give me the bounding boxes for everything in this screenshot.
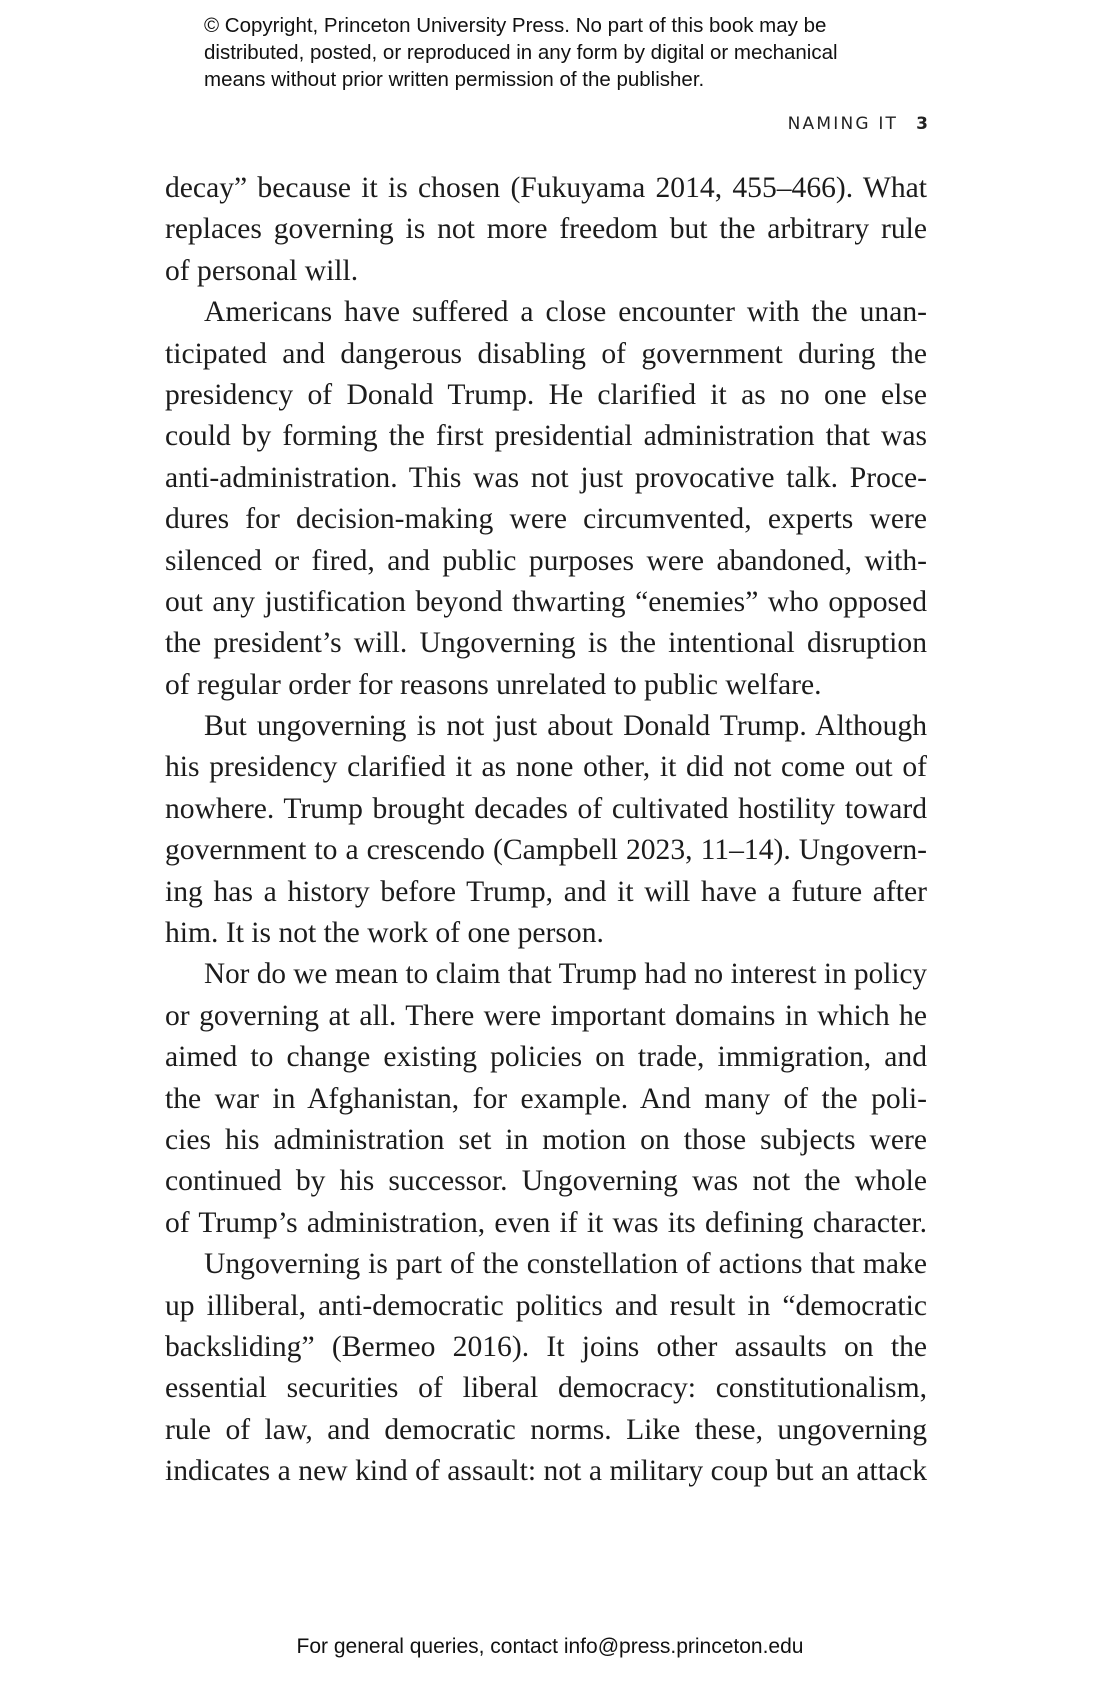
page-number: 3 xyxy=(916,114,928,134)
text-line: out any justification beyond thwarting “enemies” who opposed xyxy=(165,585,927,618)
text-line: backsliding” (Bermeo 2016). It joins other assaults on the xyxy=(165,1330,927,1363)
text-line: decay” because it is chosen (Fukuyama 2014, 455–466). What xyxy=(165,172,927,204)
text-line: Nor do we mean to claim that Trump had no interest in policy xyxy=(204,958,927,991)
text-line: ticipated and dangerous disabling of government during the xyxy=(165,337,927,370)
text-line: presidency of Donald Trump. He clarified it as no one else xyxy=(165,378,927,411)
text-line: Americans have suffered a close encounter with the unan- xyxy=(204,296,927,329)
copyright-line: means without prior written permission of the publisher. xyxy=(204,68,705,91)
text-line: dures for decision-making were circumvented, experts were xyxy=(165,503,927,536)
text-line: cies his administration set in motion on those subjects were xyxy=(165,1123,927,1156)
copyright-line: distributed, posted, or reproduced in any form by digital or mechanical xyxy=(204,41,838,64)
text-line: his presidency clarified it as none other, it did not come out of xyxy=(165,751,927,784)
text-line: continued by his successor. Ungoverning was not the whole xyxy=(165,1165,927,1198)
text-line: silenced or fired, and public purposes were abandoned, with- xyxy=(165,544,927,577)
text-line: of regular order for reasons unrelated to public welfare. xyxy=(165,668,822,701)
text-line: Ungoverning is part of the constellation of actions that make xyxy=(204,1248,927,1281)
text-line: indicates a new kind of assault: not a military coup but an attack xyxy=(165,1455,927,1488)
text-line: anti-administration. This was not just provocative talk. Proce- xyxy=(165,461,927,494)
text-line: him. It is not the work of one person. xyxy=(165,917,604,950)
copyright-notice xyxy=(204,12,964,93)
text-line: the president’s will. Ungoverning is the intentional disruption xyxy=(165,627,927,660)
body-text xyxy=(165,168,927,1493)
text-line: nowhere. Trump brought decades of cultivated hostility toward xyxy=(165,792,927,825)
footer-contact: For general queries, contact info@press.princeton.edu xyxy=(296,1635,804,1658)
text-line: essential securities of liberal democracy: constitutionalism, xyxy=(165,1372,927,1405)
running-head xyxy=(788,114,928,134)
text-line: replaces governing is not more freedom but the arbitrary rule xyxy=(165,213,927,246)
chapter-title: NAMING IT xyxy=(787,114,899,134)
text-line: the war in Afghanistan, for example. And many of the poli- xyxy=(165,1082,927,1115)
text-line: government to a crescendo (Campbell 2023, 11–14). Ungovern- xyxy=(165,834,927,867)
text-line: But ungoverning is not just about Donald Trump. Although xyxy=(204,710,927,743)
text-line: rule of law, and democratic norms. Like these, ungoverning xyxy=(165,1413,927,1446)
text-line: of personal will. xyxy=(165,254,359,287)
text-line: or governing at all. There were important domains in which he xyxy=(165,999,927,1032)
text-line: could by forming the first presidential administration that was xyxy=(165,420,927,453)
copyright-line: © Copyright, Princeton University Press. No part of this book may be xyxy=(204,14,827,37)
text-line: aimed to change existing policies on trade, immigration, and xyxy=(165,1041,927,1074)
text-line: up illiberal, anti-democratic politics and result in “democratic xyxy=(165,1289,927,1322)
text-line: of Trump’s administration, even if it was its defining character. xyxy=(165,1206,927,1239)
text-line: ing has a history before Trump, and it will have a future after xyxy=(165,875,927,908)
